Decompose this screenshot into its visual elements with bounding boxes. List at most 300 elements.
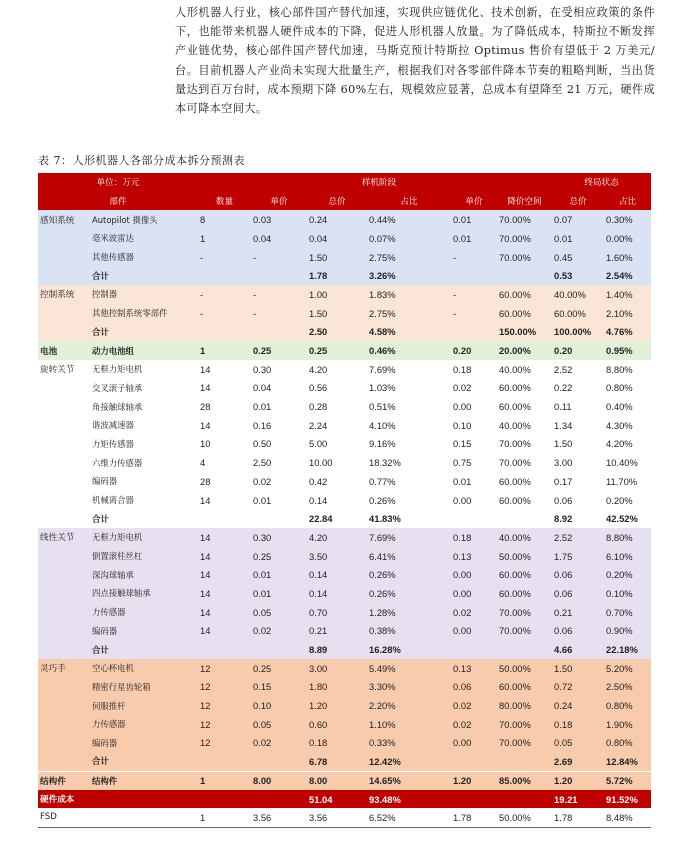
cell-part-name: 力传感器: [90, 603, 198, 622]
cell-quantity: 12: [198, 715, 251, 734]
cell-share-final: 0.70%: [604, 603, 651, 622]
table-row: [38, 472, 651, 491]
cell-share: 1.03%: [367, 379, 451, 398]
table-row: [38, 435, 651, 454]
cell-quantity: [198, 752, 251, 771]
cell-share: 3.26%: [367, 266, 451, 285]
cell-share-final: 0.10%: [604, 584, 651, 603]
cell-quantity: 8: [198, 210, 251, 229]
cell-unit-price: 0.02: [251, 734, 307, 753]
cell-reduction: 70.00%: [497, 715, 552, 734]
cell-unit-price: [251, 266, 307, 285]
cell-quantity: 14: [198, 547, 251, 566]
cell-part-name: 编码器: [90, 472, 198, 491]
cell-part-name: 机械离合器: [90, 491, 198, 510]
cell-total-price: 2.50: [307, 323, 367, 342]
cell-reduction: [497, 790, 552, 809]
cell-quantity: [198, 509, 251, 528]
cell-total-price-final: 0.22: [552, 379, 604, 398]
cell-share-final: 2.54%: [604, 266, 651, 285]
cell-share: 0.33%: [367, 734, 451, 753]
cell-category: [38, 603, 90, 622]
cell-total-price-final: 0.07: [552, 210, 604, 229]
cell-share-final: 6.10%: [604, 547, 651, 566]
cell-unit-price: 0.04: [251, 229, 307, 248]
cell-total-price-final: 0.06: [552, 565, 604, 584]
cell-total-price-final: 0.20: [552, 341, 604, 360]
cell-share-final: 42.52%: [604, 509, 651, 528]
cell-total-price-final: 1.20: [552, 771, 604, 790]
cell-quantity: 14: [198, 491, 251, 510]
cell-reduction: [497, 752, 552, 771]
cell-share: 0.51%: [367, 397, 451, 416]
subtotal-row: [38, 640, 651, 659]
cell-total-price-final: 1.78: [552, 808, 604, 827]
cell-category: 控制系统: [38, 285, 90, 304]
cell-category: [38, 565, 90, 584]
cell-unit-price-final: 0.02: [451, 603, 497, 622]
cell-share-final: 4.76%: [604, 323, 651, 342]
cell-total-price: 2.24: [307, 416, 367, 435]
cell-unit-price-final: 0.00: [451, 565, 497, 584]
cell-total-price-final: 60.00%: [552, 304, 604, 323]
cell-share: 0.26%: [367, 491, 451, 510]
cell-part-name: 角接触球轴承: [90, 397, 198, 416]
cell-share-final: 1.90%: [604, 715, 651, 734]
cell-share-final: 0.00%: [604, 229, 651, 248]
cell-reduction: 60.00%: [497, 472, 552, 491]
cell-total-price: 3.56: [307, 808, 367, 827]
cell-share-final: 0.20%: [604, 565, 651, 584]
cell-category: [38, 752, 90, 771]
cell-quantity: 14: [198, 416, 251, 435]
cell-part-name: 四点接触球轴承: [90, 584, 198, 603]
cell-share: 18.32%: [367, 453, 451, 472]
cell-category: [38, 304, 90, 323]
cell-unit-price-final: 0.00: [451, 397, 497, 416]
table-row: [38, 285, 651, 304]
cost-breakdown-table: [38, 173, 651, 828]
cell-unit-price: -: [251, 285, 307, 304]
col-qty: 数量: [198, 192, 251, 211]
cell-unit-price: 0.25: [251, 547, 307, 566]
final-state-header: 终局状态: [552, 173, 651, 192]
cell-unit-price-final: 0.75: [451, 453, 497, 472]
cell-unit-price: 0.30: [251, 360, 307, 379]
cell-unit-price: [251, 640, 307, 659]
cell-total-price-final: 8.92: [552, 509, 604, 528]
cell-category: [38, 734, 90, 753]
subtotal-row: [38, 266, 651, 285]
cell-unit-price-final: [451, 640, 497, 659]
cell-unit-price-final: 1.20: [451, 771, 497, 790]
cell-share-final: 1.60%: [604, 248, 651, 267]
cell-share-final: 5.20%: [604, 659, 651, 678]
cell-part-name: 合计: [90, 752, 198, 771]
cell-part-name: 合计: [90, 266, 198, 285]
cell-unit-price: 0.02: [251, 622, 307, 641]
cell-unit-price: 8.00: [251, 771, 307, 790]
cell-unit-price: [251, 323, 307, 342]
cell-share-final: 12.84%: [604, 752, 651, 771]
cell-category: [38, 323, 90, 342]
cell-unit-price-final: [451, 752, 497, 771]
cell-part-name: 合计: [90, 509, 198, 528]
col-reduction: 降价空间: [497, 192, 552, 211]
table-row: [38, 248, 651, 267]
cell-reduction: 70.00%: [497, 229, 552, 248]
cell-reduction: 70.00%: [497, 210, 552, 229]
cell-part-name: 谐波减速器: [90, 416, 198, 435]
cell-total-price: 1.80: [307, 678, 367, 697]
table-row: [38, 397, 651, 416]
cell-share: 14.65%: [367, 771, 451, 790]
subtotal-row: [38, 323, 651, 342]
cell-unit-price-final: 0.00: [451, 734, 497, 753]
cell-share-final: 22.18%: [604, 640, 651, 659]
cell-unit-price-final: 0.20: [451, 341, 497, 360]
cell-total-price: 1.78: [307, 266, 367, 285]
cell-unit-price-final: 1.78: [451, 808, 497, 827]
cell-reduction: 20.00%: [497, 341, 552, 360]
cell-unit-price-final: 0.06: [451, 678, 497, 697]
col-total: 总价: [307, 192, 367, 211]
cell-total-price: 0.25: [307, 341, 367, 360]
table-caption: 表 7：人形机器人各部分成本拆分预测表: [38, 154, 245, 167]
subtotal-row: [38, 341, 651, 360]
cell-category: [38, 696, 90, 715]
cell-reduction: 70.00%: [497, 453, 552, 472]
cell-category: [38, 622, 90, 641]
cell-share-final: 4.20%: [604, 435, 651, 454]
cell-unit-price-final: 0.00: [451, 622, 497, 641]
cell-unit-price-final: 0.10: [451, 416, 497, 435]
cell-share-final: 91.52%: [604, 790, 651, 809]
cell-share: 4.58%: [367, 323, 451, 342]
cell-total-price-final: 1.34: [552, 416, 604, 435]
table-row: [38, 528, 651, 547]
cell-total-price: 10.00: [307, 453, 367, 472]
cell-unit-price-final: [451, 266, 497, 285]
cell-reduction: [497, 266, 552, 285]
cell-total-price-final: 0.21: [552, 603, 604, 622]
cell-total-price: 1.20: [307, 696, 367, 715]
cell-total-price-final: 100.00%: [552, 323, 604, 342]
cell-share: 0.38%: [367, 622, 451, 641]
cell-share-final: 0.95%: [604, 341, 651, 360]
cell-reduction: 60.00%: [497, 565, 552, 584]
cell-total-price: 22.84: [307, 509, 367, 528]
cell-category: [38, 640, 90, 659]
cell-quantity: -: [198, 248, 251, 267]
cell-share-final: 2.50%: [604, 678, 651, 697]
cell-unit-price-final: 0.02: [451, 696, 497, 715]
subtotal-row: [38, 771, 651, 790]
table-row: [38, 491, 651, 510]
cell-category: 灵巧手: [38, 659, 90, 678]
cell-total-price: 0.60: [307, 715, 367, 734]
cell-quantity: 28: [198, 472, 251, 491]
cell-total-price: 0.14: [307, 584, 367, 603]
cell-unit-price: 0.01: [251, 565, 307, 584]
cell-total-price: 3.50: [307, 547, 367, 566]
cell-total-price-final: 3.00: [552, 453, 604, 472]
cell-total-price: 0.21: [307, 622, 367, 641]
cell-share-final: 0.90%: [604, 622, 651, 641]
cell-share-final: 8.80%: [604, 528, 651, 547]
cell-unit-price-final: 0.02: [451, 715, 497, 734]
cell-reduction: 40.00%: [497, 528, 552, 547]
table-row: [38, 696, 651, 715]
cell-share-final: 8.80%: [604, 360, 651, 379]
cell-part-name: 合计: [90, 640, 198, 659]
col-share-final: 占比: [604, 192, 651, 211]
cell-total-price-final: 1.75: [552, 547, 604, 566]
table-row: [38, 622, 651, 641]
table-row: [38, 659, 651, 678]
cell-part-name: 编码器: [90, 734, 198, 753]
cell-total-price: 0.42: [307, 472, 367, 491]
cell-total-price: 3.00: [307, 659, 367, 678]
cell-share: 1.28%: [367, 603, 451, 622]
cell-unit-price-final: 0.18: [451, 360, 497, 379]
cell-part-name: [90, 808, 198, 827]
cell-part-name: 精密行星齿轮箱: [90, 678, 198, 697]
cell-total-price: 6.78: [307, 752, 367, 771]
cell-unit-price: -: [251, 304, 307, 323]
cell-reduction: 40.00%: [497, 416, 552, 435]
table-row: [38, 416, 651, 435]
cell-category: [38, 584, 90, 603]
cell-total-price: 8.89: [307, 640, 367, 659]
cell-unit-price: 0.25: [251, 659, 307, 678]
cell-total-price-final: 2.52: [552, 528, 604, 547]
cell-share: 0.26%: [367, 565, 451, 584]
cell-category: [38, 715, 90, 734]
cell-category: [38, 248, 90, 267]
cell-share: 2.75%: [367, 304, 451, 323]
table-row: [38, 734, 651, 753]
table-row: [38, 360, 651, 379]
cell-total-price: 0.18: [307, 734, 367, 753]
cell-share: 1.83%: [367, 285, 451, 304]
cell-reduction: 70.00%: [497, 622, 552, 641]
cell-category: 结构件: [38, 771, 90, 790]
cell-total-price: 0.04: [307, 229, 367, 248]
cell-unit-price: 0.01: [251, 491, 307, 510]
cell-total-price: 0.14: [307, 491, 367, 510]
cell-total-price: 5.00: [307, 435, 367, 454]
cell-quantity: 14: [198, 622, 251, 641]
cell-total-price-final: 2.52: [552, 360, 604, 379]
cell-total-price: 4.20: [307, 528, 367, 547]
cell-unit-price: 0.30: [251, 528, 307, 547]
cell-category: [38, 678, 90, 697]
cell-unit-price: [251, 509, 307, 528]
cell-share: 6.41%: [367, 547, 451, 566]
fsd-row: [38, 808, 651, 827]
col-unit-price-final: 单价: [451, 192, 497, 211]
cell-total-price: 0.14: [307, 565, 367, 584]
cell-reduction: 60.00%: [497, 285, 552, 304]
cell-part-name: 力传感器: [90, 715, 198, 734]
cell-unit-price-final: -: [451, 304, 497, 323]
table-row: [38, 210, 651, 229]
cell-unit-price: 0.01: [251, 584, 307, 603]
table-row: [38, 584, 651, 603]
cell-quantity: 1: [198, 229, 251, 248]
cell-share: 5.49%: [367, 659, 451, 678]
cell-unit-price: 0.05: [251, 715, 307, 734]
cell-unit-price-final: 0.02: [451, 379, 497, 398]
cell-category: 旋转关节: [38, 360, 90, 379]
cell-share-final: 0.40%: [604, 397, 651, 416]
cell-total-price: 51.04: [307, 790, 367, 809]
cell-share: 0.77%: [367, 472, 451, 491]
cell-unit-price: 0.05: [251, 603, 307, 622]
cell-unit-price: 0.15: [251, 678, 307, 697]
cell-total-price-final: 4.66: [552, 640, 604, 659]
cell-category: [38, 491, 90, 510]
cell-category: [38, 509, 90, 528]
cell-share-final: 8.48%: [604, 808, 651, 827]
cell-quantity: 1: [198, 808, 251, 827]
cell-share: 9.16%: [367, 435, 451, 454]
cell-quantity: 14: [198, 603, 251, 622]
cell-total-price: 0.24: [307, 210, 367, 229]
cell-quantity: 28: [198, 397, 251, 416]
cell-unit-price-final: [451, 790, 497, 809]
cell-unit-price: [251, 752, 307, 771]
cell-unit-price: 0.16: [251, 416, 307, 435]
cell-quantity: [198, 790, 251, 809]
cell-unit-price-final: 0.01: [451, 472, 497, 491]
cell-share: 16.28%: [367, 640, 451, 659]
body-paragraph: 人形机器人行业，核心部件国产替代加速，实现供应链优化、技术创新，在受相应政策的条件下，也能带来机器人硬件成本的下降，促进人形机器人放量。为了降低成本，特斯拉不断发挥产业链优势，核心部件国产替代加速，马斯克预计特斯拉 Optimus 售价有望低于 2 万美元/台。目前机器人产业尚未实现大批量生产，根据我们对各零部件降本节奏的粗略判断，当出货量达到百万台时，成本预期下降 60%左右，规模效应显著，总成本有望降至 21 万元，硬件成本可降本空间大。: [175, 6, 655, 116]
cell-reduction: 70.00%: [497, 435, 552, 454]
unit-label: 单位：万元: [38, 173, 198, 192]
cell-quantity: 14: [198, 565, 251, 584]
cell-quantity: 14: [198, 584, 251, 603]
cell-total-price: 0.70: [307, 603, 367, 622]
cell-total-price-final: 0.45: [552, 248, 604, 267]
cell-quantity: [198, 323, 251, 342]
cell-reduction: 85.00%: [497, 771, 552, 790]
cell-total-price: 8.00: [307, 771, 367, 790]
cell-category: [38, 416, 90, 435]
cell-total-price-final: 0.17: [552, 472, 604, 491]
cell-share: 1.10%: [367, 715, 451, 734]
cell-share: 0.46%: [367, 341, 451, 360]
cell-reduction: 50.00%: [497, 808, 552, 827]
cell-total-price: 4.20: [307, 360, 367, 379]
cell-unit-price: 0.03: [251, 210, 307, 229]
cell-part-name: 控制器: [90, 285, 198, 304]
cell-part-name: 其他传感器: [90, 248, 198, 267]
cell-unit-price-final: 0.15: [451, 435, 497, 454]
col-share: 占比: [367, 192, 451, 211]
cell-quantity: 12: [198, 659, 251, 678]
cell-part-name: 结构件: [90, 771, 198, 790]
cell-reduction: [497, 640, 552, 659]
cell-reduction: 70.00%: [497, 248, 552, 267]
cell-category: [38, 435, 90, 454]
cell-total-price: 0.56: [307, 379, 367, 398]
cell-total-price-final: 40.00%: [552, 285, 604, 304]
table-row: [38, 453, 651, 472]
table-row: [38, 229, 651, 248]
cell-part-name: 动力电池组: [90, 341, 198, 360]
cell-reduction: 150.00%: [497, 323, 552, 342]
cell-part-name: 毫米波雷达: [90, 229, 198, 248]
cell-part-name: 六维力传感器: [90, 453, 198, 472]
cell-part-name: 编码器: [90, 622, 198, 641]
cell-reduction: 70.00%: [497, 603, 552, 622]
cell-share: 2.20%: [367, 696, 451, 715]
cell-category: [38, 229, 90, 248]
cell-unit-price-final: 0.01: [451, 229, 497, 248]
cell-category: [38, 266, 90, 285]
cell-total-price: 1.50: [307, 248, 367, 267]
cell-reduction: 60.00%: [497, 304, 552, 323]
cell-total-price-final: 19.21: [552, 790, 604, 809]
cell-reduction: 60.00%: [497, 584, 552, 603]
cell-unit-price: 0.01: [251, 397, 307, 416]
cell-unit-price: 3.56: [251, 808, 307, 827]
header-row-1: [38, 173, 651, 192]
hardware-total-row: [38, 790, 651, 809]
cell-total-price: 1.00: [307, 285, 367, 304]
table-row: [38, 565, 651, 584]
cell-total-price-final: 0.06: [552, 491, 604, 510]
cell-category: [38, 547, 90, 566]
cell-total-price: 1.50: [307, 304, 367, 323]
cell-share-final: 5.72%: [604, 771, 651, 790]
cell-category: 感知系统: [38, 210, 90, 229]
cell-quantity: 14: [198, 360, 251, 379]
table-row: [38, 379, 651, 398]
cell-total-price-final: 0.01: [552, 229, 604, 248]
cell-share: 2.75%: [367, 248, 451, 267]
subtotal-row: [38, 509, 651, 528]
cell-part-name: 力矩传感器: [90, 435, 198, 454]
cell-part-name: 其他控制系统零部件: [90, 304, 198, 323]
cell-quantity: 12: [198, 734, 251, 753]
cell-part-name: 无框力矩电机: [90, 528, 198, 547]
cell-unit-price: -: [251, 248, 307, 267]
cell-share-final: 0.30%: [604, 210, 651, 229]
cell-category: [38, 453, 90, 472]
cell-total-price-final: 0.06: [552, 584, 604, 603]
table-row: [38, 715, 651, 734]
cell-share: 6.52%: [367, 808, 451, 827]
cell-share-final: 11.70%: [604, 472, 651, 491]
cell-total-price-final: 1.50: [552, 435, 604, 454]
cell-quantity: 4: [198, 453, 251, 472]
cell-total-price-final: 0.24: [552, 696, 604, 715]
cell-unit-price-final: 0.13: [451, 659, 497, 678]
cell-unit-price: 0.02: [251, 472, 307, 491]
cell-reduction: 50.00%: [497, 547, 552, 566]
cell-category: [38, 379, 90, 398]
cell-total-price: 0.28: [307, 397, 367, 416]
cell-unit-price: 0.04: [251, 379, 307, 398]
cell-share: 41.83%: [367, 509, 451, 528]
cell-share-final: 4.30%: [604, 416, 651, 435]
cell-unit-price: [251, 790, 307, 809]
table-row: [38, 547, 651, 566]
cell-share-final: 2.10%: [604, 304, 651, 323]
